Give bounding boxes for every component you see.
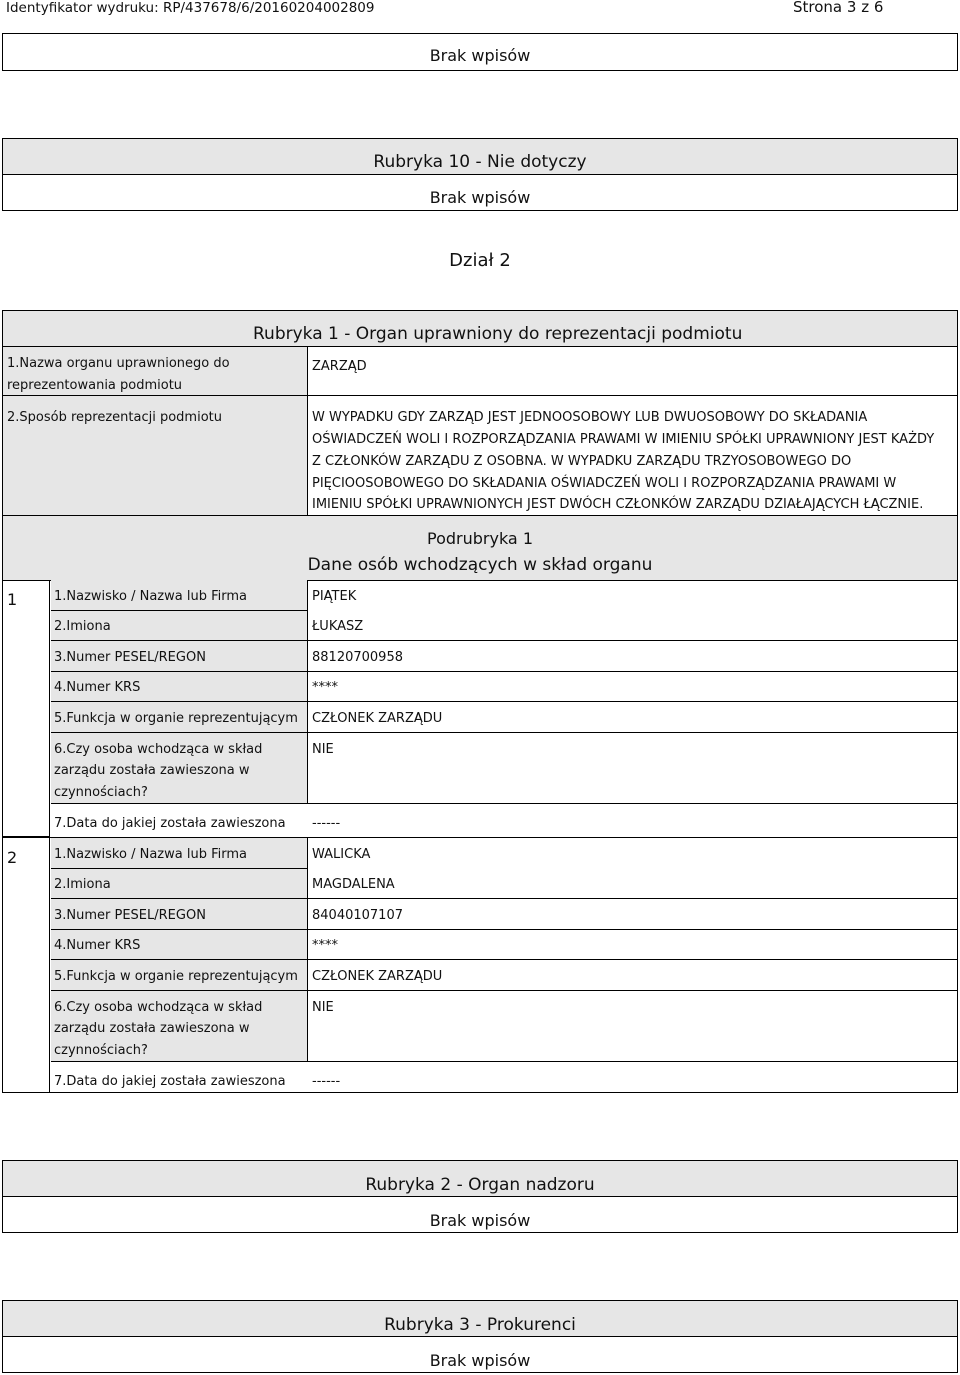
person-1-surname-label: 1.Nazwisko / Nazwa lub Firma xyxy=(54,589,247,604)
page-number: Strona 3 z 6 xyxy=(793,0,884,16)
divider xyxy=(51,929,958,930)
rubryka1-header xyxy=(2,310,958,347)
rubryka10-body xyxy=(2,174,958,211)
divider xyxy=(51,803,958,804)
rubryka2-empty: Brak wpisów xyxy=(429,1211,531,1230)
person-2-pesel-label: 3.Numer PESEL/REGON xyxy=(54,908,206,923)
divider xyxy=(51,959,958,960)
organ-label-cell xyxy=(2,346,308,396)
person-2-suspended-label-2: zarządu została zawieszona w xyxy=(54,1021,250,1036)
person-2-pesel-value: 84040107107 xyxy=(312,908,403,923)
person-1-names-label: 2.Imiona xyxy=(54,619,111,634)
person-1-function-label: 5.Funkcja w organie reprezentującym xyxy=(54,711,298,726)
section-title: Dział 2 xyxy=(449,250,511,271)
rubryka3-body xyxy=(2,1336,958,1373)
rubryka3-header xyxy=(2,1300,958,1337)
person-1-date-value: ------ xyxy=(312,816,341,831)
sposob-line-5: IMIENIU SPÓŁKI UPRAWNIONYCH JEST DWÓCH CZŁONKÓW ZARZĄDU DZIAŁAJĄCYCH ŁĄCZNIE. xyxy=(312,497,924,512)
person-1-suspended-label-3: czynnościach? xyxy=(54,785,148,800)
person-1-pesel-label: 3.Numer PESEL/REGON xyxy=(54,650,206,665)
empty-entries-text: Brak wpisów xyxy=(429,46,531,65)
divider xyxy=(51,868,308,869)
rubryka2-body xyxy=(2,1196,958,1233)
person-1-suspended-label-1: 6.Czy osoba wchodząca w skład xyxy=(54,742,263,757)
sposob-label-cell xyxy=(2,395,308,516)
rubryka3-empty: Brak wpisów xyxy=(429,1351,531,1370)
sposob-line-2: OŚWIADCZEŃ WOLI I ROZPORZĄDZANIA PRAWAMI W IMIENIU SPÓŁKI UPRAWNIONY JEST KAŻDY xyxy=(312,432,935,447)
person-2-suspended-value: NIE xyxy=(312,1000,334,1015)
rubryka2-title: Rubryka 2 - Organ nadzoru xyxy=(365,1175,595,1195)
person-1-suspended-label-2: zarządu została zawieszona w xyxy=(54,763,250,778)
rubryka10-empty: Brak wpisów xyxy=(429,188,531,207)
podrubryka-header xyxy=(2,515,958,581)
top-empty-box xyxy=(2,33,958,71)
person-1-date-label: 7.Data do jakiej została zawieszona xyxy=(54,816,286,831)
podrubryka-subtitle: Dane osób wchodzących w skład organu xyxy=(307,555,653,575)
person-2-krs-label: 4.Numer KRS xyxy=(54,938,141,953)
person-2-number-cell xyxy=(2,838,50,1093)
divider xyxy=(51,671,958,672)
person-2-surname-label: 1.Nazwisko / Nazwa lub Firma xyxy=(54,847,247,862)
sposob-line-3: Z CZŁONKÓW ZARZĄDU Z OSOBNA. W WYPADKU ZARZĄDU TRZYOSOBOWEGO DO xyxy=(312,454,852,469)
divider xyxy=(51,701,958,702)
person-1-pesel-value: 88120700958 xyxy=(312,650,403,665)
person-1-function-value: CZŁONEK ZARZĄDU xyxy=(312,711,443,726)
rubryka10-title: Rubryka 10 - Nie dotyczy xyxy=(373,152,587,172)
person-2-number: 2 xyxy=(7,848,18,867)
person-1-krs-label: 4.Numer KRS xyxy=(54,680,141,695)
person-1-krs-value: **** xyxy=(312,680,338,695)
person-1-number: 1 xyxy=(7,590,18,609)
person-2-date-label: 7.Data do jakiej została zawieszona xyxy=(54,1074,286,1089)
rubryka10-header xyxy=(2,138,958,175)
person-1-names-value: ŁUKASZ xyxy=(312,619,364,634)
organ-label: 1.Nazwa organu uprawnionego do reprezentowania podmiotu xyxy=(7,356,230,393)
divider xyxy=(51,898,958,899)
sposob-value-cell xyxy=(307,395,958,516)
rubryka3-title: Rubryka 3 - Prokurenci xyxy=(384,1315,576,1335)
rubryka1-title: Rubryka 1 - Organ uprawniony do reprezentacji podmiotu xyxy=(253,324,743,344)
person-1-suspended-value: NIE xyxy=(312,742,334,757)
person-2-suspended-label-1: 6.Czy osoba wchodząca w skład xyxy=(54,1000,263,1015)
person-2-surname-value: WALICKA xyxy=(312,847,371,862)
person-1-number-cell xyxy=(2,580,50,837)
person-2-date-value: ------ xyxy=(312,1074,341,1089)
sposob-label: 2.Sposób reprezentacji podmiotu xyxy=(7,410,222,425)
print-identifier: Identyfikator wydruku: RP/437678/6/20160204002809 xyxy=(6,0,375,16)
person-2-krs-value: **** xyxy=(312,938,338,953)
rubryka2-header xyxy=(2,1160,958,1197)
organ-value: ZARZĄD xyxy=(312,359,367,374)
divider xyxy=(51,1061,958,1062)
person-2-function-label: 5.Funkcja w organie reprezentującym xyxy=(54,969,298,984)
sposob-line-1: W WYPADKU GDY ZARZĄD JEST JEDNOOSOBOWY LUB DWUOSOBOWY DO SKŁADANIA xyxy=(312,410,868,425)
divider xyxy=(51,640,958,641)
person-2-suspended-label-3: czynnościach? xyxy=(54,1043,148,1058)
person-2-names-label: 2.Imiona xyxy=(54,877,111,892)
sposob-line-4: PIĘCIOOSOBOWEGO DO SKŁADANIA OŚWIADCZEŃ WOLI I ROZPORZĄDZANIA PRAWAMI W xyxy=(312,476,897,491)
person-1-surname-value: PIĄTEK xyxy=(312,589,357,604)
podrubryka-title: Podrubryka 1 xyxy=(427,529,533,548)
person-2-function-value: CZŁONEK ZARZĄDU xyxy=(312,969,443,984)
divider xyxy=(51,990,958,991)
divider xyxy=(51,610,308,611)
organ-value-cell xyxy=(307,346,958,396)
divider xyxy=(51,732,958,733)
person-2-names-value: MAGDALENA xyxy=(312,877,395,892)
